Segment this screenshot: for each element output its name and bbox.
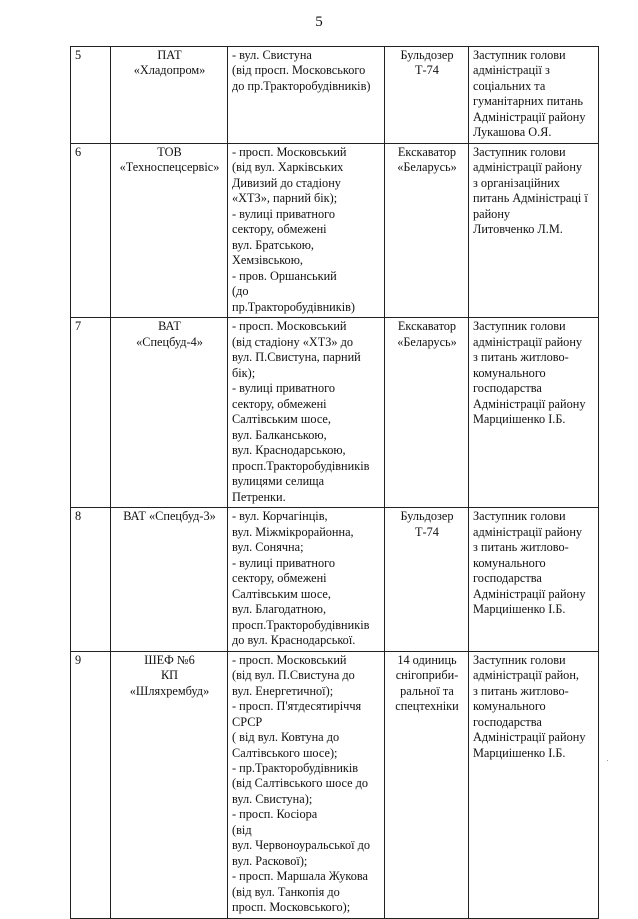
organization-cell-line: «Спецбуд-4»	[136, 334, 203, 349]
streets-cell-line: Салтівського шосе);	[232, 745, 338, 760]
responsible-cell-line: з питань житлово-	[473, 683, 569, 698]
streets-cell-line: просп.Тракторобудівників	[232, 617, 370, 632]
streets-cell-line: Салтівським шосе,	[232, 412, 331, 427]
streets-cell	[228, 143, 385, 317]
equipment-cell-line: спецтехніки	[395, 699, 459, 714]
responsible-cell-line: з питань житлово-	[473, 350, 569, 365]
assignment-table	[70, 46, 599, 919]
streets-cell-line: вул. Сонячна;	[232, 540, 304, 555]
streets-cell-line: вул. П.Свистуна, парний	[232, 350, 361, 365]
responsible-cell	[469, 143, 599, 317]
streets-cell-line: Дивизий до стадіону	[232, 175, 341, 190]
table-row	[71, 143, 599, 317]
responsible-cell-line: Адміністрації району	[473, 586, 586, 601]
streets-cell-line: (від стадіону «ХТЗ» до	[232, 334, 354, 349]
organization-cell-line: ШЕФ №6	[144, 652, 195, 667]
equipment-cell-line: ральної та	[400, 683, 454, 698]
responsible-cell-line: адміністрації з	[473, 63, 550, 78]
responsible-cell-line: Заступник голови	[473, 48, 566, 62]
responsible-cell-line: адміністрації району	[473, 524, 583, 539]
equipment-cell	[385, 508, 469, 651]
streets-cell-line: до вул. Краснодарської.	[232, 633, 356, 648]
responsible-cell-line: Адміністрації району	[473, 396, 586, 411]
streets-cell-line: (від просп. Московського	[232, 63, 366, 78]
streets-cell-line: ( від вул. Ковтуна до	[232, 730, 340, 745]
streets-cell-line: (від вул. Танкопія до	[232, 884, 340, 899]
responsible-cell	[469, 651, 599, 918]
organization-cell-line: КП	[160, 668, 179, 683]
streets-cell-line: - вул. Свистуна	[232, 48, 312, 62]
responsible-cell-line: гуманітарних питань	[473, 94, 584, 109]
streets-cell-line: вулицями селища	[232, 474, 325, 489]
table-row	[71, 47, 599, 144]
responsible-cell	[469, 318, 599, 508]
responsible-cell-line: господарства	[473, 381, 542, 396]
responsible-cell-line: Заступник голови	[473, 509, 566, 524]
organization-cell-line: «Шляхрембуд»	[129, 683, 210, 698]
equipment-cell-line: Бульдозер	[400, 48, 454, 62]
streets-cell-line: вул. Енергетичної);	[232, 683, 334, 698]
streets-cell-line: вул. Червоноуральської до	[232, 838, 371, 853]
responsible-cell-line: Заступник голови	[473, 319, 566, 334]
equipment-cell-line: «Беларусь»	[397, 160, 457, 175]
responsible-cell-line: Литовченко Л.М.	[473, 222, 563, 237]
streets-cell-line: (від Салтівського шосе до	[232, 776, 369, 791]
responsible-cell-line: комунального	[473, 365, 546, 380]
streets-cell-line: «ХТЗ», парний бік);	[232, 191, 338, 206]
equipment-cell-line: Екскаватор	[397, 144, 457, 159]
equipment-cell-line: Т-74	[415, 63, 439, 78]
streets-cell-line: бік);	[232, 365, 256, 380]
streets-cell-line: (від	[232, 822, 252, 837]
streets-cell-line: - просп. Московський	[232, 652, 347, 667]
streets-cell-line: (від вул. Харківських	[232, 160, 344, 175]
streets-cell-line: сектору, обмежені	[232, 571, 327, 586]
row-number: 7	[71, 318, 111, 508]
streets-cell-line: Салтівським шосе,	[232, 586, 331, 601]
streets-cell-line: пр.Тракторобудівників)	[232, 299, 356, 314]
equipment-cell-line: «Беларусь»	[397, 334, 457, 349]
streets-cell-line: - вулиці приватного	[232, 555, 336, 570]
streets-cell-line: вул. Благодатною,	[232, 602, 327, 617]
responsible-cell-line: Заступник голови	[473, 652, 566, 667]
responsible-cell-line: Марциішенко І.Б.	[473, 602, 566, 617]
streets-cell-line: вул. Братською,	[232, 237, 314, 252]
page-number: 5	[315, 14, 323, 30]
streets-cell	[228, 508, 385, 651]
organization-cell-line: ВАТ	[158, 319, 181, 334]
streets-cell	[228, 651, 385, 918]
streets-cell-line: - просп. Московський	[232, 319, 347, 334]
responsible-cell-line: соціальних та	[473, 78, 546, 93]
responsible-cell-line: Адміністрації району	[473, 109, 586, 124]
responsible-cell-line: господарства	[473, 571, 542, 586]
streets-cell-line: вул. Краснодарською,	[232, 443, 346, 458]
table-row	[71, 508, 599, 651]
responsible-cell-line: Лукашова О.Я.	[473, 125, 552, 140]
organization-cell-line: ТОВ	[157, 144, 182, 159]
streets-cell-line: - просп. П'ятдесятиріччя	[232, 699, 362, 714]
organization-cell-line: ВАТ «Спецбуд-3»	[123, 509, 216, 524]
equipment-cell	[385, 651, 469, 918]
streets-cell-line: (від вул. П.Свистуна до	[232, 668, 355, 683]
responsible-cell-line: господарства	[473, 714, 542, 729]
responsible-cell-line: Марциішенко І.Б.	[473, 412, 566, 427]
organization-cell	[111, 318, 228, 508]
responsible-cell-line: питань Адміністраці ї	[473, 191, 588, 206]
table-row	[71, 318, 599, 508]
responsible-cell-line: району	[473, 206, 511, 221]
streets-cell-line: СРСР	[232, 714, 263, 729]
equipment-cell-line: Т-74	[415, 524, 439, 539]
scan-artifact	[607, 760, 608, 761]
responsible-cell-line: Адміністрації району	[473, 730, 586, 745]
streets-cell-line: сектору, обмежені	[232, 396, 327, 411]
responsible-cell-line: з організаційних	[473, 175, 560, 190]
streets-cell-line: - просп. Маршала Жукова	[232, 869, 368, 884]
organization-cell-line: ПАТ	[157, 48, 182, 62]
streets-cell-line: - просп. Косіора	[232, 807, 318, 822]
row-number: 8	[71, 508, 111, 651]
row-number: 9	[71, 651, 111, 918]
responsible-cell-line: адміністрації район,	[473, 668, 579, 683]
organization-cell	[111, 651, 228, 918]
organization-cell	[111, 508, 228, 651]
responsible-cell-line: адміністрації району	[473, 160, 583, 175]
organization-cell	[111, 143, 228, 317]
organization-cell-line: «Техноспецсервіс»	[119, 160, 220, 175]
streets-cell-line: - пров. Оршанський	[232, 268, 337, 283]
streets-cell-line: просп. Московського);	[232, 900, 351, 915]
table-row	[71, 651, 599, 918]
streets-cell-line: - просп. Московський	[232, 144, 347, 159]
responsible-cell-line: адміністрації району	[473, 334, 583, 349]
equipment-cell-line: 14 одиниць	[397, 652, 457, 667]
streets-cell-line: - вулиці приватного	[232, 206, 336, 221]
equipment-cell-line: снігоприби-	[395, 668, 459, 683]
responsible-cell	[469, 508, 599, 651]
row-number: 5	[71, 47, 111, 144]
equipment-cell	[385, 47, 469, 144]
streets-cell-line: - вулиці приватного	[232, 381, 336, 396]
streets-cell-line: - вул. Корчагінців,	[232, 509, 328, 524]
equipment-cell	[385, 318, 469, 508]
streets-cell-line: сектору, обмежені	[232, 222, 327, 237]
responsible-cell-line: з питань житлово-	[473, 540, 569, 555]
streets-cell-line: вул. Раскової);	[232, 853, 308, 868]
streets-cell-line: до пр.Тракторобудівників)	[232, 78, 371, 93]
streets-cell-line: Хемзівською,	[232, 253, 303, 268]
streets-cell	[228, 47, 385, 144]
streets-cell-line: Петренки.	[232, 489, 286, 504]
streets-cell-line: (до	[232, 284, 249, 299]
responsible-cell-line: Заступник голови	[473, 144, 566, 159]
streets-cell-line: вул. Свистуна);	[232, 791, 313, 806]
equipment-cell	[385, 143, 469, 317]
streets-cell	[228, 318, 385, 508]
responsible-cell-line: комунального	[473, 699, 546, 714]
equipment-cell-line: Бульдозер	[400, 509, 454, 524]
responsible-cell-line: комунального	[473, 555, 546, 570]
equipment-cell-line: Екскаватор	[397, 319, 457, 334]
responsible-cell	[469, 47, 599, 144]
streets-cell-line: - пр.Тракторобудівників	[232, 760, 359, 775]
streets-cell-line: вул. Міжмікрорайонна,	[232, 524, 354, 539]
organization-cell	[111, 47, 228, 144]
responsible-cell-line: Марциішенко І.Б.	[473, 745, 566, 760]
streets-cell-line: вул. Балканською,	[232, 427, 327, 442]
row-number: 6	[71, 143, 111, 317]
streets-cell-line: просп.Тракторобудівників	[232, 458, 370, 473]
organization-cell-line: «Хладопром»	[133, 63, 206, 78]
